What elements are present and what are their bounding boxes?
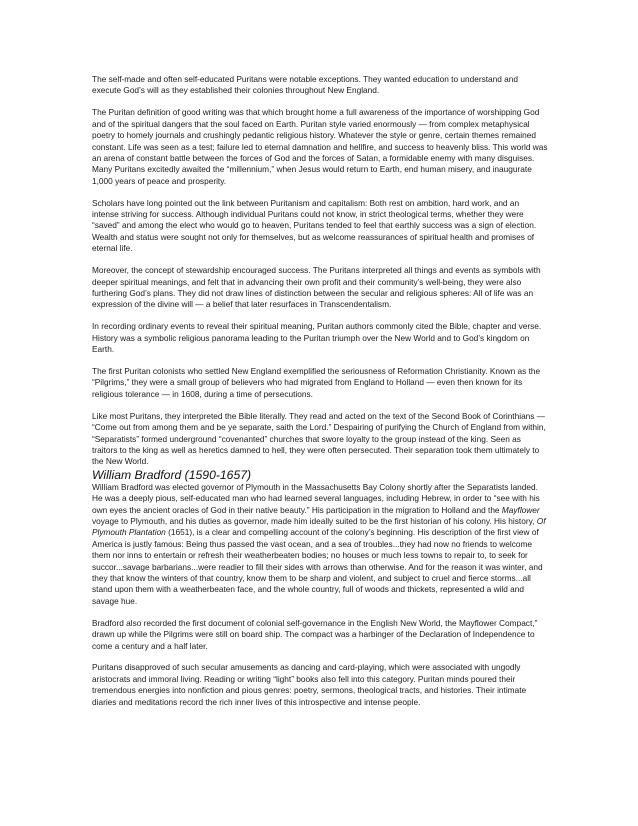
bradford-paragraph-1 <box>92 482 548 607</box>
bradford-paragraph-2: Bradford also recorded the first document of colonial self-governance in the English New World, the Mayflower Compact,” drawn up while the Pilgrims were still on board ship. The compact was a harbinger of the Declaration of Independence to come a century and a half later. <box>92 617 538 651</box>
paragraph-5: In recording ordinary events to reveal their spiritual meaning, Puritan authors commonly cited the Bible, chapter and verse. History was a symbolic religious panorama leading to the Puritan triumph over the New World and to God’s kingdom on Earth. <box>92 321 542 355</box>
ship-name: Mayflower <box>501 504 540 515</box>
bradford-text-c: (1651), is a clear and compelling account of the colony’s beginning. His description of the first view of America is justly famous: Being thus passed the vast ocean, and a sea of troubles...they had now no friends to welcome them nor inns to entertain or refresh their weatherbeaten bodies; no houses or much less towns to repair to, to seek for succor...savage barbarians...were readier to fill their sides with arrows than otherwise. And for the reason it was winter, and they that know the winters of that country, know them to be sharp and violent, and subject to cruel and fierce storms...all stand upon them with a weatherbeaten face, and the whole country, full of woods and thickets, represented a wild and savage hue. <box>92 527 543 606</box>
section-heading: William Bradford (1590-1657) <box>92 467 252 482</box>
bradford-text-a: William Bradford was elected governor of Plymouth in the Massachusetts Bay Colony shortly after the Separatists landed. He was a deeply pious, self-educated man who had learned several languages, including Hebrew, in order to “see with his own eyes the ancient oracles of God in their native beauty.” His participation in the migration to Holland and the <box>92 481 540 515</box>
bradford-text-b: voyage to Plymouth, and his duties as governor, made him ideally suited to be the first historian of his colony. His history, <box>92 516 537 526</box>
paragraph-6: The first Puritan colonists who settled New England exemplified the seriousness of Reformation Christianity. Known as the “Pilgrims,” they were a small group of believers who had migrated from England to Holland — even then known for its religious tolerance — in 1608, during a time of persecutions. <box>92 366 541 399</box>
paragraph-4: Moreover, the concept of stewardship encouraged success. The Puritans interpreted all things and events as symbols with deeper spiritual meanings, and felt that in advancing their own profit and their community’s well-being, they were also furthering God’s plans. They did not draw lines of distinction between the secular and religious spheres: All of life was an expression of the divine will — a belief that later resurfaces in Transcendentalism. <box>92 265 541 310</box>
paragraph-2: The Puritan definition of good writing was that which brought home a full awareness of the importance of worshipping God and of the spiritual dangers that the soul faced on Earth. Puritan style varied enormously — from complex metaphysical poetry to homely journals and crushingly pedantic religious history. Whatever the style or genre, certain themes remained constant. Life was seen as a test; failure led to eternal damnation and hellfire, and success to heavenly bliss. This world was an arena of constant battle between the forces of God and the forces of Satan, a formidable enemy with many disguises. Many Puritans excitedly awaited the “millennium,” when Jesus would return to Earth, end human misery, and inaugurate 1,000 years of peace and prosperity. <box>92 107 548 186</box>
paragraph-7: Like most Puritans, they interpreted the Bible literally. They read and acted on the text of the Second Book of Corinthians — “Come out from among them and be ye separate, saith the Lord.” Despairing of purifying the Church of England from within, “Separatists” formed underground “covenanted” churches that swore loyalty to the group instead of the king. Seen as traitors to the king as well as heretics damned to hell, they were often persecuted. Their separation took them ultimately to the New World. <box>92 410 546 467</box>
book-title: Of Plymouth Plantation <box>92 516 546 538</box>
document-page <box>92 74 548 719</box>
paragraph-1: The self-made and often self-educated Puritans were notable exceptions. They wanted education to understand and execute God’s will as they established their colonies throughout New England. <box>92 74 519 96</box>
paragraph-3: Scholars have long pointed out the link between Puritanism and capitalism: Both rest on ambition, hard work, and an intense striving for success. Although individual Puritans could not know, in strict theological terms, whether they were “saved” and among the elect who would go to heaven, Puritans tended to feel that earthly success was a sign of election. Wealth and status were sought not only for themselves, but as welcome reassurances of spiritual health and promises of eternal life. <box>92 197 537 254</box>
bradford-paragraph-3: Puritans disapproved of such secular amusements as dancing and card-playing, which were associated with ungodly aristocrats and immoral living. Reading or writing “light” books also fell into this category. Puritan minds poured their tremendous energies into nonfiction and pious genres: poetry, sermons, theological tracts, and histories. Their intimate diaries and meditations record the rich inner lives of this introspective and intense people. <box>92 662 527 707</box>
